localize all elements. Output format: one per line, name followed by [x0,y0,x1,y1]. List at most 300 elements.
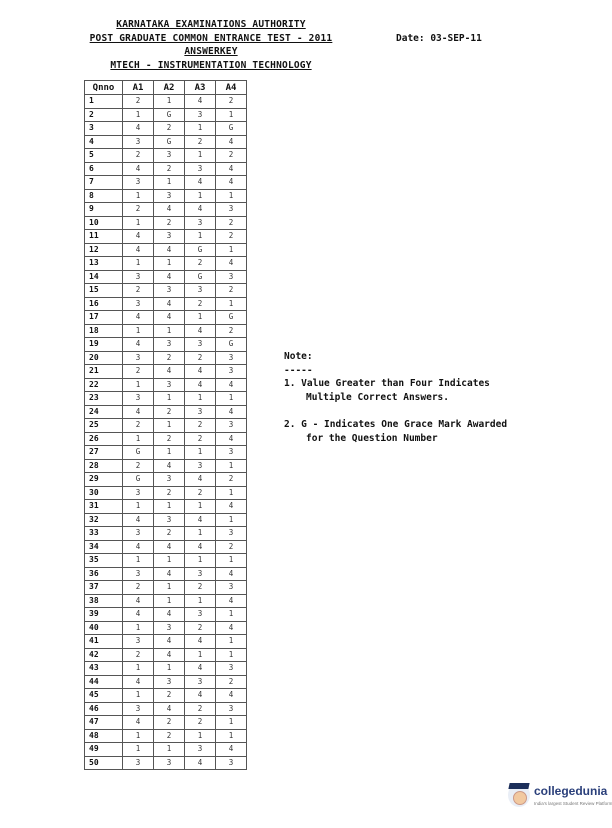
question-number-cell: 46 [85,702,123,716]
question-number-cell: 14 [85,270,123,284]
answer-cell: G [185,270,216,284]
answer-cell: 3 [185,108,216,122]
answer-cell: 1 [154,446,185,460]
answer-cell: 4 [123,162,154,176]
table-row [85,567,247,581]
table-row [85,419,247,433]
answer-cell: 2 [154,527,185,541]
answer-cell: 1 [216,297,247,311]
question-number-cell: 11 [85,230,123,244]
answer-cell: 2 [185,351,216,365]
column-header: A1 [123,81,154,95]
table-row [85,513,247,527]
question-number-cell: 20 [85,351,123,365]
table-row [85,365,247,379]
table-row [85,500,247,514]
answer-cell: 4 [154,297,185,311]
answer-cell: 2 [216,284,247,298]
answer-cell: 4 [123,594,154,608]
answer-cell: 3 [123,270,154,284]
question-number-cell: 25 [85,419,123,433]
answer-cell: 3 [154,513,185,527]
table-row [85,486,247,500]
question-number-cell: 36 [85,567,123,581]
answer-cell: 3 [185,338,216,352]
answer-cell: G [185,243,216,257]
answer-cell: 1 [216,729,247,743]
answer-cell: 1 [154,324,185,338]
table-row [85,135,247,149]
answer-cell: 3 [185,284,216,298]
answer-cell: 1 [185,648,216,662]
answer-cell: 1 [185,729,216,743]
answer-cell: 2 [123,203,154,217]
answer-cell: 4 [216,621,247,635]
answer-cell: 2 [123,581,154,595]
answer-cell: 1 [123,662,154,676]
answer-cell: 3 [216,702,247,716]
answer-cell: 3 [123,176,154,190]
test-title: POST GRADUATE COMMON ENTRANCE TEST - 2011 [89,33,333,44]
question-number-cell: 17 [85,311,123,325]
answer-cell: 1 [216,108,247,122]
table-row [85,662,247,676]
answer-cell: 3 [123,297,154,311]
table-row [85,338,247,352]
table-row [85,392,247,406]
question-number-cell: 38 [85,594,123,608]
answer-cell: 3 [123,486,154,500]
answer-cell: 1 [154,581,185,595]
question-number-cell: 28 [85,459,123,473]
answer-cell: 1 [216,486,247,500]
table-row [85,176,247,190]
table-row [85,203,247,217]
answer-cell: 1 [123,108,154,122]
answer-cell: 2 [185,621,216,635]
table-row [85,297,247,311]
answer-cell: 2 [154,351,185,365]
answer-cell: 2 [185,716,216,730]
question-number-cell: 48 [85,729,123,743]
table-row [85,108,247,122]
answer-cell: 4 [185,473,216,487]
table-row [85,284,247,298]
table-header-row [85,81,247,95]
question-number-cell: 21 [85,365,123,379]
answer-cell: 1 [185,122,216,136]
answer-cell: 1 [185,392,216,406]
question-number-cell: 37 [85,581,123,595]
question-number-cell: 45 [85,689,123,703]
question-number-cell: 29 [85,473,123,487]
date-label: Date: 03-SEP-11 [396,33,482,44]
answer-cell: 3 [185,459,216,473]
answer-cell: 4 [185,365,216,379]
answer-cell: 4 [185,689,216,703]
answer-cell: 1 [123,500,154,514]
table-row [85,95,247,109]
answer-cell: 3 [216,351,247,365]
answer-cell: 4 [216,176,247,190]
answer-cell: 4 [154,311,185,325]
table-row [85,716,247,730]
answer-cell: 2 [154,716,185,730]
answer-cell: 3 [185,608,216,622]
answer-cell: 1 [185,446,216,460]
answer-cell: 1 [216,513,247,527]
answer-cell: 1 [216,635,247,649]
question-number-cell: 7 [85,176,123,190]
notes-title: Note: [284,351,313,362]
answer-cell: 2 [185,297,216,311]
question-number-cell: 3 [85,122,123,136]
table-row [85,459,247,473]
answer-cell: 1 [154,176,185,190]
answer-cell: 4 [154,365,185,379]
answer-cell: 4 [216,594,247,608]
logo-tagline: India's largest Student Review Platform [534,801,612,806]
answer-cell: 1 [123,324,154,338]
answer-cell: 2 [216,324,247,338]
table-row [85,432,247,446]
answer-cell: 3 [185,567,216,581]
answer-cell: 4 [123,405,154,419]
answer-cell: 2 [154,122,185,136]
answer-cell: G [216,122,247,136]
question-number-cell: 24 [85,405,123,419]
answer-cell: 2 [123,419,154,433]
answer-cell: 3 [154,473,185,487]
answer-cell: 1 [185,149,216,163]
answer-cell: 1 [154,257,185,271]
question-number-cell: 10 [85,216,123,230]
answer-cell: 2 [123,284,154,298]
answer-cell: 2 [216,95,247,109]
answer-cell: 2 [154,689,185,703]
table-row [85,756,247,770]
answer-cell: 1 [216,648,247,662]
question-number-cell: 44 [85,675,123,689]
answer-cell: 1 [185,554,216,568]
answer-cell: 4 [154,648,185,662]
answer-cell: 4 [216,743,247,757]
answer-cell: 4 [123,230,154,244]
question-number-cell: 9 [85,203,123,217]
table-row [85,189,247,203]
answer-cell: G [154,108,185,122]
question-number-cell: 42 [85,648,123,662]
answer-cell: 1 [185,527,216,541]
answer-cell: 3 [154,621,185,635]
answer-cell: 2 [123,95,154,109]
answer-cell: 3 [154,284,185,298]
answer-cell: 3 [185,743,216,757]
answer-cell: 3 [154,338,185,352]
answer-cell: 4 [154,270,185,284]
question-number-cell: 33 [85,527,123,541]
answer-cell: 1 [154,743,185,757]
table-row [85,351,247,365]
question-number-cell: 2 [85,108,123,122]
answer-cell: 1 [154,392,185,406]
notes-rule: ----- [284,365,313,376]
answer-cell: 4 [185,635,216,649]
answer-cell: G [216,311,247,325]
answer-cell: 2 [154,162,185,176]
table-row [85,729,247,743]
answer-cell: 4 [216,689,247,703]
question-number-cell: 23 [85,392,123,406]
table-row [85,446,247,460]
answer-cell: 3 [216,270,247,284]
question-number-cell: 40 [85,621,123,635]
answer-cell: 4 [185,540,216,554]
answer-cell: 4 [154,243,185,257]
note-2-line-2: for the Question Number [306,433,438,444]
answer-cell: 3 [185,216,216,230]
note-1-line-1: 1. Value Greater than Four Indicates [284,378,490,389]
table-row [85,162,247,176]
answer-cell: G [216,338,247,352]
answer-cell: 3 [185,405,216,419]
question-number-cell: 6 [85,162,123,176]
answer-cell: 2 [216,540,247,554]
question-number-cell: 30 [85,486,123,500]
doc-type-title: ANSWERKEY [184,46,238,57]
question-number-cell: 43 [85,662,123,676]
table-row [85,311,247,325]
answer-cell: 4 [123,122,154,136]
answer-cell: 1 [123,378,154,392]
answer-cell: 3 [123,527,154,541]
answer-cell: 1 [123,432,154,446]
table-row [85,608,247,622]
table-row [85,621,247,635]
question-number-cell: 15 [85,284,123,298]
answer-cell: 1 [185,230,216,244]
answer-cell: 4 [123,716,154,730]
column-header: A3 [185,81,216,95]
table-row [85,324,247,338]
answer-cell: 3 [154,378,185,392]
answer-cell: 4 [216,162,247,176]
answer-cell: 2 [123,365,154,379]
answer-cell: 2 [185,257,216,271]
answer-cell: 2 [123,459,154,473]
table-row [85,405,247,419]
answer-cell: 3 [216,446,247,460]
answer-cell: 4 [216,378,247,392]
answer-cell: 3 [123,635,154,649]
table-row [85,216,247,230]
answer-cell: 1 [154,594,185,608]
answer-cell: 1 [185,594,216,608]
answer-cell: 2 [216,675,247,689]
question-number-cell: 41 [85,635,123,649]
answer-cell: 1 [154,662,185,676]
answer-cell: 2 [154,486,185,500]
question-number-cell: 8 [85,189,123,203]
answer-cell: 4 [123,540,154,554]
table-row [85,648,247,662]
answer-cell: 3 [123,351,154,365]
note-2-line-1: 2. G - Indicates One Grace Mark Awarded [284,419,508,430]
question-number-cell: 49 [85,743,123,757]
question-number-cell: 31 [85,500,123,514]
table-row [85,270,247,284]
answer-cell: 4 [123,311,154,325]
answer-cell: G [123,446,154,460]
question-number-cell: 32 [85,513,123,527]
answer-cell: 4 [185,95,216,109]
answer-cell: 2 [185,486,216,500]
answer-key-body [85,95,247,770]
answer-cell: 4 [154,608,185,622]
answer-cell: 3 [154,675,185,689]
answer-cell: G [123,473,154,487]
answer-cell: 1 [216,716,247,730]
answer-cell: 2 [216,216,247,230]
answer-cell: 3 [216,581,247,595]
question-number-cell: 50 [85,756,123,770]
answer-cell: G [154,135,185,149]
answer-cell: 1 [123,189,154,203]
answer-cell: 1 [216,243,247,257]
answer-cell: 4 [216,500,247,514]
note-1-line-2: Multiple Correct Answers. [306,392,449,403]
answer-cell: 4 [154,459,185,473]
answer-cell: 4 [185,756,216,770]
answer-cell: 1 [123,743,154,757]
question-number-cell: 19 [85,338,123,352]
answer-cell: 1 [123,554,154,568]
answer-cell: 4 [154,540,185,554]
logo-brand: collegedunia [534,784,608,798]
answer-cell: 4 [185,324,216,338]
answer-cell: 3 [154,189,185,203]
answer-cell: 2 [185,581,216,595]
answer-cell: 3 [123,702,154,716]
answer-cell: 1 [154,554,185,568]
authority-title: KARNATAKA EXAMINATIONS AUTHORITY [116,19,306,30]
answer-cell: 1 [216,459,247,473]
answer-cell: 4 [154,203,185,217]
subject-title: MTECH - INSTRUMENTATION TECHNOLOGY [110,60,312,71]
answer-cell: 1 [154,500,185,514]
answer-cell: 1 [216,554,247,568]
answer-cell: 2 [216,473,247,487]
table-row [85,473,247,487]
answer-cell: 4 [185,662,216,676]
table-row [85,743,247,757]
answer-cell: 2 [185,135,216,149]
mascot-icon [508,783,530,807]
answer-cell: 3 [216,756,247,770]
answer-key-table [84,80,247,770]
answer-cell: 2 [154,432,185,446]
answer-cell: 3 [216,203,247,217]
answer-cell: 1 [185,311,216,325]
answer-cell: 1 [216,189,247,203]
answer-cell: 1 [123,729,154,743]
answer-cell: 2 [216,230,247,244]
table-row [85,594,247,608]
answer-cell: 4 [123,675,154,689]
answer-cell: 4 [216,135,247,149]
answer-cell: 4 [216,405,247,419]
answer-cell: 3 [216,662,247,676]
question-number-cell: 4 [85,135,123,149]
table-row [85,257,247,271]
answer-cell: 2 [123,149,154,163]
answer-cell: 3 [185,162,216,176]
answer-cell: 2 [185,419,216,433]
question-number-cell: 12 [85,243,123,257]
answer-cell: 4 [123,513,154,527]
question-number-cell: 1 [85,95,123,109]
answer-cell: 2 [185,432,216,446]
answer-cell: 2 [154,405,185,419]
table-row [85,540,247,554]
question-number-cell: 35 [85,554,123,568]
answer-cell: 3 [154,230,185,244]
answer-cell: 1 [216,608,247,622]
table-row [85,149,247,163]
question-number-cell: 5 [85,149,123,163]
table-row [85,581,247,595]
column-header: A2 [154,81,185,95]
collegedunia-logo [508,781,612,815]
answer-cell: 3 [154,756,185,770]
answer-cell: 4 [123,338,154,352]
answer-cell: 3 [123,756,154,770]
answer-cell: 1 [216,392,247,406]
answer-cell: 2 [216,149,247,163]
question-number-cell: 13 [85,257,123,271]
table-row [85,554,247,568]
answer-cell: 4 [123,608,154,622]
answer-cell: 3 [154,149,185,163]
answer-cell: 4 [185,203,216,217]
answer-cell: 4 [154,635,185,649]
answer-cell: 3 [123,135,154,149]
answer-cell: 3 [123,392,154,406]
question-number-cell: 47 [85,716,123,730]
answer-cell: 1 [123,689,154,703]
answer-cell: 2 [123,648,154,662]
answer-cell: 1 [154,95,185,109]
answer-cell: 1 [123,216,154,230]
table-row [85,243,247,257]
question-number-cell: 27 [85,446,123,460]
answer-cell: 4 [185,513,216,527]
answer-cell: 4 [154,702,185,716]
answer-cell: 4 [185,378,216,392]
answer-cell: 3 [216,527,247,541]
answer-cell: 1 [185,189,216,203]
answer-cell: 4 [123,243,154,257]
answer-cell: 2 [154,216,185,230]
table-row [85,527,247,541]
question-number-cell: 18 [85,324,123,338]
table-row [85,635,247,649]
table-row [85,675,247,689]
answer-cell: 3 [185,675,216,689]
answer-cell: 1 [123,621,154,635]
answer-cell: 4 [185,176,216,190]
answer-cell: 3 [216,365,247,379]
